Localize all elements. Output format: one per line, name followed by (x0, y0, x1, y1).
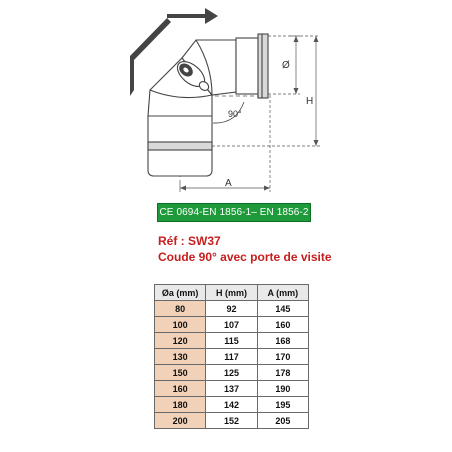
angle-label: 90° (228, 109, 242, 119)
product-title: Coude 90° avec porte de visite (158, 250, 332, 264)
cell-height: 125 (206, 365, 257, 381)
cell-width: 168 (257, 333, 308, 349)
elbow-body (148, 34, 268, 176)
cell-diameter: 120 (155, 333, 206, 349)
elbow-drawing-svg (0, 0, 452, 200)
cell-width: 160 (257, 317, 308, 333)
cell-diameter: 130 (155, 349, 206, 365)
table-row (155, 413, 309, 429)
table-row (155, 349, 309, 365)
width-label: A (225, 178, 232, 189)
cell-diameter: 100 (155, 317, 206, 333)
cell-width: 178 (257, 365, 308, 381)
cell-diameter: 180 (155, 397, 206, 413)
header-diameter: Øa (mm) (155, 285, 206, 301)
cell-diameter: 160 (155, 381, 206, 397)
cell-diameter: 200 (155, 413, 206, 429)
diameter-label: Ø (282, 60, 290, 71)
table-row (155, 381, 309, 397)
header-height: H (mm) (206, 285, 257, 301)
table-row (155, 333, 309, 349)
cell-width: 195 (257, 397, 308, 413)
dimensions-table (154, 284, 309, 429)
cell-width: 190 (257, 381, 308, 397)
table-row (155, 317, 309, 333)
cell-height: 152 (206, 413, 257, 429)
cell-width: 170 (257, 349, 308, 365)
table-row (155, 397, 309, 413)
cell-width: 145 (257, 301, 308, 317)
table-row (155, 365, 309, 381)
cell-width: 205 (257, 413, 308, 429)
cell-height: 115 (206, 333, 257, 349)
table-row (155, 301, 309, 317)
height-label: H (306, 96, 314, 107)
cell-height: 142 (206, 397, 257, 413)
cell-height: 107 (206, 317, 257, 333)
cell-diameter: 150 (155, 365, 206, 381)
cell-height: 92 (206, 301, 257, 317)
cell-diameter: 80 (155, 301, 206, 317)
header-width: A (mm) (257, 285, 308, 301)
certification-banner: CE 0694-EN 1856-1– EN 1856-2 (157, 203, 311, 222)
elbow-technical-drawing (0, 0, 452, 200)
cell-height: 137 (206, 381, 257, 397)
product-reference: Réf : SW37 (158, 234, 221, 248)
cell-height: 117 (206, 349, 257, 365)
table-header-row (155, 285, 309, 301)
